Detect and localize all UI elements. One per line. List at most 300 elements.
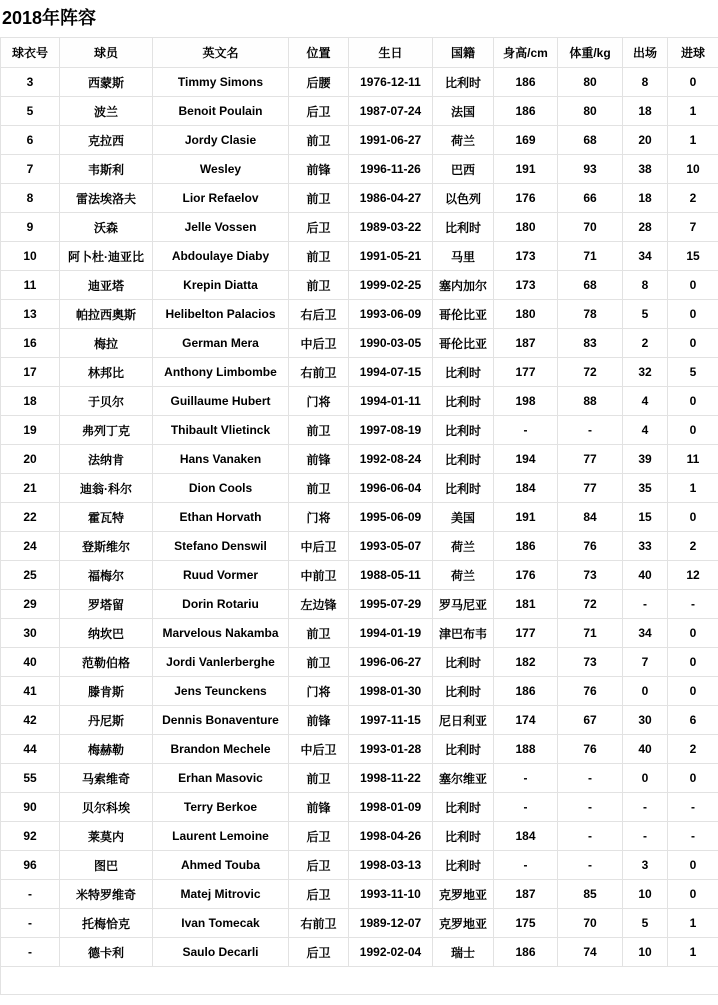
appearances-cell: 40 xyxy=(623,561,668,590)
english-name-cell: Thibault Vlietinck xyxy=(153,416,289,445)
jersey-number-cell: 24 xyxy=(1,532,60,561)
appearances-cell: 15 xyxy=(623,503,668,532)
weight-cell: 77 xyxy=(558,445,623,474)
player-name-cell: 沃森 xyxy=(60,213,153,242)
english-name-cell: Hans Vanaken xyxy=(153,445,289,474)
height-cell: 173 xyxy=(494,242,558,271)
height-cell: 180 xyxy=(494,300,558,329)
page-title: 2018年阵容 xyxy=(2,8,97,28)
player-name-cell: 贝尔科埃 xyxy=(60,793,153,822)
jersey-number-cell: 41 xyxy=(1,677,60,706)
birthday-cell: 1989-12-07 xyxy=(349,909,433,938)
birthday-cell: 1993-01-28 xyxy=(349,735,433,764)
table-row xyxy=(1,474,718,503)
position-cell: 前卫 xyxy=(289,184,349,213)
position-cell: 门将 xyxy=(289,503,349,532)
jersey-number-cell: 90 xyxy=(1,793,60,822)
weight-cell: 73 xyxy=(558,648,623,677)
appearances-cell: 35 xyxy=(623,474,668,503)
nationality-cell: 比利时 xyxy=(433,445,494,474)
height-cell: 175 xyxy=(494,909,558,938)
english-name-cell: Stefano Denswil xyxy=(153,532,289,561)
position-cell: 前卫 xyxy=(289,271,349,300)
player-name-cell: 克拉西 xyxy=(60,126,153,155)
position-cell: 前锋 xyxy=(289,445,349,474)
height-cell: 184 xyxy=(494,822,558,851)
table-row xyxy=(1,445,718,474)
appearances-cell: 34 xyxy=(623,619,668,648)
nationality-cell: 克罗地亚 xyxy=(433,909,494,938)
table-row xyxy=(1,735,718,764)
weight-cell: 76 xyxy=(558,532,623,561)
weight-cell: 76 xyxy=(558,677,623,706)
appearances-cell: 8 xyxy=(623,271,668,300)
nationality-cell: 荷兰 xyxy=(433,561,494,590)
nationality-cell: 罗马尼亚 xyxy=(433,590,494,619)
jersey-number-cell: 16 xyxy=(1,329,60,358)
weight-cell: 73 xyxy=(558,561,623,590)
table-header-row xyxy=(1,38,718,68)
english-name-cell: Erhan Masovic xyxy=(153,764,289,793)
goals-cell: 15 xyxy=(668,242,718,271)
nationality-cell: 尼日利亚 xyxy=(433,706,494,735)
height-cell: 177 xyxy=(494,619,558,648)
table-row xyxy=(1,619,718,648)
birthday-cell: 1993-05-07 xyxy=(349,532,433,561)
position-cell: 后卫 xyxy=(289,822,349,851)
nationality-cell: 比利时 xyxy=(433,822,494,851)
appearances-cell: 4 xyxy=(623,416,668,445)
player-name-cell: 米特罗维奇 xyxy=(60,880,153,909)
jersey-number-cell: 42 xyxy=(1,706,60,735)
birthday-cell: 1988-05-11 xyxy=(349,561,433,590)
jersey-number-cell: 29 xyxy=(1,590,60,619)
jersey-number-cell: 25 xyxy=(1,561,60,590)
goals-cell: 0 xyxy=(668,271,718,300)
appearances-cell: - xyxy=(623,590,668,619)
goals-cell: 7 xyxy=(668,213,718,242)
english-name-cell: Krepin Diatta xyxy=(153,271,289,300)
weight-cell: 70 xyxy=(558,213,623,242)
weight-cell: - xyxy=(558,851,623,880)
height-cell: 181 xyxy=(494,590,558,619)
appearances-cell: 30 xyxy=(623,706,668,735)
appearances-cell: 10 xyxy=(623,880,668,909)
height-cell: 187 xyxy=(494,329,558,358)
goals-cell: 5 xyxy=(668,358,718,387)
appearances-cell: 10 xyxy=(623,938,668,967)
goals-cell: 11 xyxy=(668,445,718,474)
jersey-number-cell: - xyxy=(1,880,60,909)
nationality-cell: 比利时 xyxy=(433,793,494,822)
goals-cell: - xyxy=(668,822,718,851)
goals-cell: 0 xyxy=(668,329,718,358)
nationality-cell: 比利时 xyxy=(433,213,494,242)
column-header-weight: 体重/kg xyxy=(558,38,623,68)
english-name-cell: Jordy Clasie xyxy=(153,126,289,155)
jersey-number-cell: 18 xyxy=(1,387,60,416)
goals-cell: 1 xyxy=(668,938,718,967)
table-row xyxy=(1,387,718,416)
table-row xyxy=(1,503,718,532)
position-cell: 后腰 xyxy=(289,68,349,97)
nationality-cell: 法国 xyxy=(433,97,494,126)
nationality-cell: 荷兰 xyxy=(433,532,494,561)
birthday-cell: 1990-03-05 xyxy=(349,329,433,358)
position-cell: 前卫 xyxy=(289,242,349,271)
weight-cell: 71 xyxy=(558,242,623,271)
height-cell: 174 xyxy=(494,706,558,735)
height-cell: - xyxy=(494,851,558,880)
jersey-number-cell: 19 xyxy=(1,416,60,445)
birthday-cell: 1993-06-09 xyxy=(349,300,433,329)
position-cell: 后卫 xyxy=(289,851,349,880)
column-header-player: 球员 xyxy=(60,38,153,68)
column-header-jersey-number: 球衣号 xyxy=(1,38,60,68)
player-name-cell: 迪翁·科尔 xyxy=(60,474,153,503)
birthday-cell: 1994-07-15 xyxy=(349,358,433,387)
jersey-number-cell: 9 xyxy=(1,213,60,242)
goals-cell: 2 xyxy=(668,184,718,213)
nationality-cell: 马里 xyxy=(433,242,494,271)
nationality-cell: 荷兰 xyxy=(433,126,494,155)
nationality-cell: 瑞士 xyxy=(433,938,494,967)
jersey-number-cell: 6 xyxy=(1,126,60,155)
height-cell: 177 xyxy=(494,358,558,387)
birthday-cell: 1992-08-24 xyxy=(349,445,433,474)
english-name-cell: Ruud Vormer xyxy=(153,561,289,590)
nationality-cell: 比利时 xyxy=(433,648,494,677)
weight-cell: 80 xyxy=(558,68,623,97)
english-name-cell: Dennis Bonaventure xyxy=(153,706,289,735)
player-name-cell: 托梅恰克 xyxy=(60,909,153,938)
height-cell: 191 xyxy=(494,155,558,184)
player-name-cell: 雷法埃洛夫 xyxy=(60,184,153,213)
appearances-cell: 34 xyxy=(623,242,668,271)
birthday-cell: 1996-06-27 xyxy=(349,648,433,677)
table-footer-empty-row xyxy=(1,967,718,995)
english-name-cell: German Mera xyxy=(153,329,289,358)
nationality-cell: 美国 xyxy=(433,503,494,532)
player-name-cell: 霍瓦特 xyxy=(60,503,153,532)
jersey-number-cell: 96 xyxy=(1,851,60,880)
appearances-cell: 8 xyxy=(623,68,668,97)
nationality-cell: 塞内加尔 xyxy=(433,271,494,300)
height-cell: 184 xyxy=(494,474,558,503)
nationality-cell: 塞尔维亚 xyxy=(433,764,494,793)
english-name-cell: Dion Cools xyxy=(153,474,289,503)
birthday-cell: 1994-01-11 xyxy=(349,387,433,416)
weight-cell: - xyxy=(558,416,623,445)
player-name-cell: 福梅尔 xyxy=(60,561,153,590)
appearances-cell: - xyxy=(623,822,668,851)
weight-cell: 76 xyxy=(558,735,623,764)
position-cell: 中前卫 xyxy=(289,561,349,590)
jersey-number-cell: 21 xyxy=(1,474,60,503)
table-row xyxy=(1,242,718,271)
birthday-cell: 1999-02-25 xyxy=(349,271,433,300)
jersey-number-cell: 20 xyxy=(1,445,60,474)
weight-cell: - xyxy=(558,822,623,851)
birthday-cell: 1998-01-09 xyxy=(349,793,433,822)
player-name-cell: 阿卜杜·迪亚比 xyxy=(60,242,153,271)
appearances-cell: 2 xyxy=(623,329,668,358)
birthday-cell: 1998-03-13 xyxy=(349,851,433,880)
player-name-cell: 图巴 xyxy=(60,851,153,880)
table-row xyxy=(1,532,718,561)
english-name-cell: Ahmed Touba xyxy=(153,851,289,880)
weight-cell: 83 xyxy=(558,329,623,358)
jersey-number-cell: 30 xyxy=(1,619,60,648)
goals-cell: 2 xyxy=(668,532,718,561)
weight-cell: 70 xyxy=(558,909,623,938)
position-cell: 前卫 xyxy=(289,648,349,677)
player-name-cell: 迪亚塔 xyxy=(60,271,153,300)
english-name-cell: Terry Berkoe xyxy=(153,793,289,822)
table-row xyxy=(1,300,718,329)
player-name-cell: 林邦比 xyxy=(60,358,153,387)
player-name-cell: 德卡利 xyxy=(60,938,153,967)
player-name-cell: 法纳肯 xyxy=(60,445,153,474)
table-row xyxy=(1,416,718,445)
birthday-cell: 1986-04-27 xyxy=(349,184,433,213)
position-cell: 中后卫 xyxy=(289,532,349,561)
goals-cell: 0 xyxy=(668,851,718,880)
goals-cell: 0 xyxy=(668,68,718,97)
goals-cell: 12 xyxy=(668,561,718,590)
goals-cell: 2 xyxy=(668,735,718,764)
english-name-cell: Ethan Horvath xyxy=(153,503,289,532)
goals-cell: 6 xyxy=(668,706,718,735)
player-name-cell: 于贝尔 xyxy=(60,387,153,416)
appearances-cell: 38 xyxy=(623,155,668,184)
goals-cell: - xyxy=(668,590,718,619)
height-cell: 198 xyxy=(494,387,558,416)
appearances-cell: 3 xyxy=(623,851,668,880)
weight-cell: 84 xyxy=(558,503,623,532)
english-name-cell: Timmy Simons xyxy=(153,68,289,97)
english-name-cell: Dorin Rotariu xyxy=(153,590,289,619)
goals-cell: 0 xyxy=(668,416,718,445)
table-row xyxy=(1,706,718,735)
goals-cell: 1 xyxy=(668,126,718,155)
english-name-cell: Abdoulaye Diaby xyxy=(153,242,289,271)
goals-cell: 0 xyxy=(668,503,718,532)
position-cell: 前锋 xyxy=(289,155,349,184)
jersey-number-cell: 22 xyxy=(1,503,60,532)
position-cell: 前卫 xyxy=(289,416,349,445)
weight-cell: 72 xyxy=(558,358,623,387)
squad-table xyxy=(0,37,718,995)
nationality-cell: 哥伦比亚 xyxy=(433,329,494,358)
position-cell: 中后卫 xyxy=(289,329,349,358)
weight-cell: 68 xyxy=(558,271,623,300)
player-name-cell: 马索维奇 xyxy=(60,764,153,793)
height-cell: 173 xyxy=(494,271,558,300)
column-header-goals: 进球 xyxy=(668,38,718,68)
height-cell: 186 xyxy=(494,677,558,706)
birthday-cell: 1976-12-11 xyxy=(349,68,433,97)
nationality-cell: 比利时 xyxy=(433,677,494,706)
player-name-cell: 范勒伯格 xyxy=(60,648,153,677)
player-name-cell: 纳坎巴 xyxy=(60,619,153,648)
weight-cell: 66 xyxy=(558,184,623,213)
height-cell: 191 xyxy=(494,503,558,532)
english-name-cell: Guillaume Hubert xyxy=(153,387,289,416)
column-header-height: 身高/cm xyxy=(494,38,558,68)
birthday-cell: 1995-06-09 xyxy=(349,503,433,532)
nationality-cell: 比利时 xyxy=(433,851,494,880)
weight-cell: 71 xyxy=(558,619,623,648)
appearances-cell: 33 xyxy=(623,532,668,561)
table-row xyxy=(1,561,718,590)
player-name-cell: 韦斯利 xyxy=(60,155,153,184)
height-cell: 182 xyxy=(494,648,558,677)
appearances-cell: 20 xyxy=(623,126,668,155)
player-name-cell: 波兰 xyxy=(60,97,153,126)
goals-cell: 0 xyxy=(668,677,718,706)
height-cell: 176 xyxy=(494,184,558,213)
nationality-cell: 以色列 xyxy=(433,184,494,213)
table-row xyxy=(1,184,718,213)
goals-cell: 10 xyxy=(668,155,718,184)
appearances-cell: 40 xyxy=(623,735,668,764)
weight-cell: 88 xyxy=(558,387,623,416)
jersey-number-cell: 7 xyxy=(1,155,60,184)
jersey-number-cell: 11 xyxy=(1,271,60,300)
jersey-number-cell: 10 xyxy=(1,242,60,271)
english-name-cell: Laurent Lemoine xyxy=(153,822,289,851)
birthday-cell: 1998-04-26 xyxy=(349,822,433,851)
english-name-cell: Anthony Limbombe xyxy=(153,358,289,387)
english-name-cell: Ivan Tomecak xyxy=(153,909,289,938)
birthday-cell: 1992-02-04 xyxy=(349,938,433,967)
appearances-cell: 18 xyxy=(623,97,668,126)
table-row xyxy=(1,68,718,97)
nationality-cell: 比利时 xyxy=(433,474,494,503)
nationality-cell: 哥伦比亚 xyxy=(433,300,494,329)
birthday-cell: 1995-07-29 xyxy=(349,590,433,619)
goals-cell: 0 xyxy=(668,300,718,329)
position-cell: 右后卫 xyxy=(289,300,349,329)
english-name-cell: Wesley xyxy=(153,155,289,184)
english-name-cell: Marvelous Nakamba xyxy=(153,619,289,648)
table-row xyxy=(1,271,718,300)
jersey-number-cell: 92 xyxy=(1,822,60,851)
height-cell: 186 xyxy=(494,97,558,126)
birthday-cell: 1996-11-26 xyxy=(349,155,433,184)
table-row xyxy=(1,213,718,242)
appearances-cell: 7 xyxy=(623,648,668,677)
nationality-cell: 比利时 xyxy=(433,358,494,387)
player-name-cell: 梅赫勒 xyxy=(60,735,153,764)
column-header-appearances: 出场 xyxy=(623,38,668,68)
goals-cell: 1 xyxy=(668,474,718,503)
weight-cell: - xyxy=(558,764,623,793)
player-name-cell: 弗列丁克 xyxy=(60,416,153,445)
height-cell: - xyxy=(494,416,558,445)
goals-cell: 0 xyxy=(668,619,718,648)
position-cell: 前卫 xyxy=(289,764,349,793)
english-name-cell: Brandon Mechele xyxy=(153,735,289,764)
table-row xyxy=(1,677,718,706)
jersey-number-cell: 40 xyxy=(1,648,60,677)
position-cell: 前卫 xyxy=(289,474,349,503)
nationality-cell: 比利时 xyxy=(433,735,494,764)
goals-cell: 1 xyxy=(668,909,718,938)
position-cell: 右前卫 xyxy=(289,358,349,387)
height-cell: - xyxy=(494,793,558,822)
position-cell: 前锋 xyxy=(289,793,349,822)
table-row xyxy=(1,97,718,126)
birthday-cell: 1989-03-22 xyxy=(349,213,433,242)
birthday-cell: 1991-05-21 xyxy=(349,242,433,271)
nationality-cell: 克罗地亚 xyxy=(433,880,494,909)
weight-cell: 74 xyxy=(558,938,623,967)
weight-cell: 78 xyxy=(558,300,623,329)
player-name-cell: 西蒙斯 xyxy=(60,68,153,97)
nationality-cell: 津巴布韦 xyxy=(433,619,494,648)
english-name-cell: Jelle Vossen xyxy=(153,213,289,242)
jersey-number-cell: 5 xyxy=(1,97,60,126)
position-cell: 后卫 xyxy=(289,97,349,126)
position-cell: 前卫 xyxy=(289,619,349,648)
table-row xyxy=(1,851,718,880)
empty-cell xyxy=(1,967,718,995)
goals-cell: 0 xyxy=(668,880,718,909)
position-cell: 后卫 xyxy=(289,880,349,909)
position-cell: 门将 xyxy=(289,387,349,416)
height-cell: 187 xyxy=(494,880,558,909)
table-row xyxy=(1,793,718,822)
column-header-birthday: 生日 xyxy=(349,38,433,68)
birthday-cell: 1997-08-19 xyxy=(349,416,433,445)
player-name-cell: 登斯维尔 xyxy=(60,532,153,561)
appearances-cell: 4 xyxy=(623,387,668,416)
position-cell: 中后卫 xyxy=(289,735,349,764)
appearances-cell: 18 xyxy=(623,184,668,213)
height-cell: - xyxy=(494,764,558,793)
table-row xyxy=(1,764,718,793)
height-cell: 186 xyxy=(494,532,558,561)
jersey-number-cell: 55 xyxy=(1,764,60,793)
table-row xyxy=(1,938,718,967)
player-name-cell: 梅拉 xyxy=(60,329,153,358)
position-cell: 后卫 xyxy=(289,938,349,967)
birthday-cell: 1991-06-27 xyxy=(349,126,433,155)
column-header-position: 位置 xyxy=(289,38,349,68)
english-name-cell: Matej Mitrovic xyxy=(153,880,289,909)
jersey-number-cell: 17 xyxy=(1,358,60,387)
player-name-cell: 莱莫内 xyxy=(60,822,153,851)
goals-cell: 0 xyxy=(668,387,718,416)
appearances-cell: 0 xyxy=(623,677,668,706)
position-cell: 门将 xyxy=(289,677,349,706)
jersey-number-cell: - xyxy=(1,938,60,967)
weight-cell: 93 xyxy=(558,155,623,184)
weight-cell: 72 xyxy=(558,590,623,619)
column-header-english-name: 英文名 xyxy=(153,38,289,68)
column-header-nationality: 国籍 xyxy=(433,38,494,68)
height-cell: 169 xyxy=(494,126,558,155)
jersey-number-cell: 8 xyxy=(1,184,60,213)
position-cell: 左边锋 xyxy=(289,590,349,619)
appearances-cell: - xyxy=(623,793,668,822)
table-row xyxy=(1,880,718,909)
birthday-cell: 1996-06-04 xyxy=(349,474,433,503)
nationality-cell: 比利时 xyxy=(433,387,494,416)
position-cell: 右前卫 xyxy=(289,909,349,938)
